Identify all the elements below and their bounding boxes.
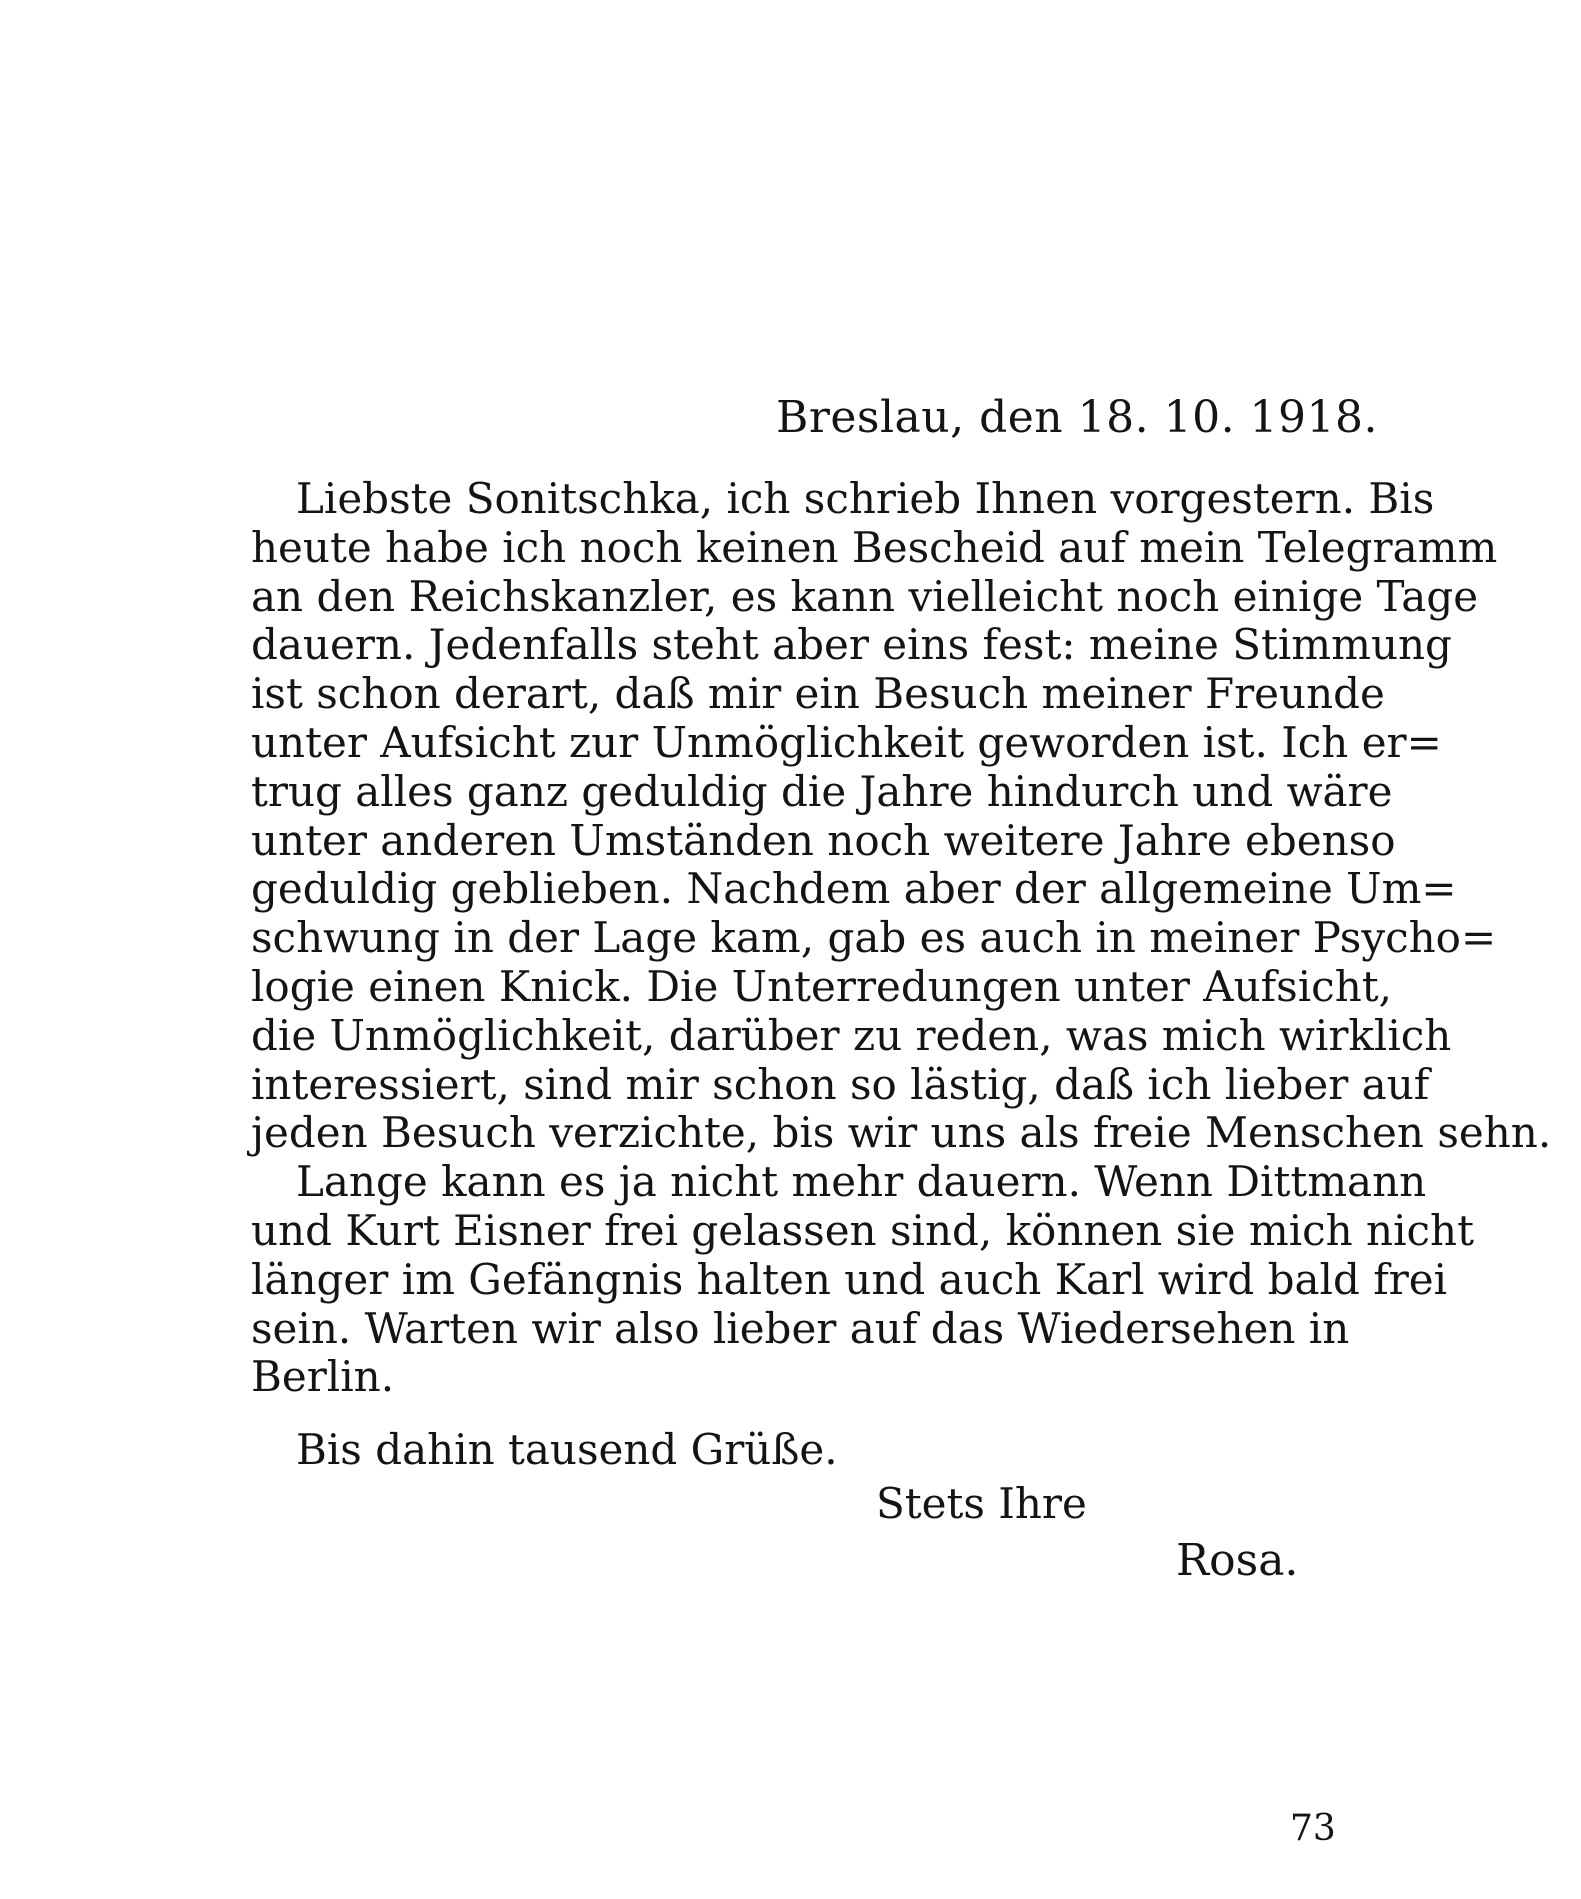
- body-line: ist schon derart, daß mir ein Besuch meiner Freunde: [251, 669, 1385, 719]
- body-line: logie einen Knick. Die Unterredungen unter Aufsicht,: [251, 961, 1392, 1011]
- body-line: die Unmöglichkeit, darüber zu reden, was mich wirklich: [251, 1010, 1452, 1060]
- body-line: jeden Besuch verzichte, bis wir uns als freie Menschen sehn.: [251, 1108, 1552, 1158]
- body-line: unter Aufsicht zur Unmöglichkeit geworden ist. Ich er=: [251, 717, 1442, 767]
- body-line: Lange kann es ja nicht mehr dauern. Wenn Dittmann: [296, 1157, 1427, 1207]
- body-line: heute habe ich noch keinen Bescheid auf mein Telegramm: [251, 522, 1498, 572]
- body-line: interessiert, sind mir schon so lästig, daß ich lieber auf: [251, 1059, 1430, 1109]
- body-line: dauern. Jedenfalls steht aber eins fest: meine Stimmung: [251, 620, 1452, 670]
- page-number: 73: [1290, 1808, 1336, 1849]
- body-line: schwung in der Lage kam, gab es auch in meiner Psycho=: [251, 913, 1497, 963]
- body-line: Berlin.: [251, 1352, 395, 1402]
- salutation: Stets Ihre: [876, 1479, 1087, 1528]
- body-line: länger im Gefängnis halten und auch Karl wird bald frei: [251, 1254, 1448, 1304]
- dateline: Breslau, den 18. 10. 1918.: [776, 392, 1379, 443]
- body-line: unter anderen Umständen noch weitere Jahre ebenso: [251, 815, 1396, 865]
- body-line: geduldig geblieben. Nachdem aber der allgemeine Um=: [251, 864, 1457, 914]
- closing-line: Bis dahin tausend Grüße.: [296, 1425, 838, 1474]
- body-line: Liebste Sonitschka, ich schrieb Ihnen vorgestern. Bis: [296, 474, 1435, 523]
- letter-body: [251, 474, 1552, 1402]
- body-line: an den Reichskanzler, es kann vielleicht noch einige Tage: [251, 571, 1479, 621]
- body-line: sein. Warten wir also lieber auf das Wiedersehen in: [251, 1303, 1350, 1353]
- signature: Rosa.: [1176, 1535, 1299, 1586]
- body-line: trug alles ganz geduldig die Jahre hindurch und wäre: [251, 766, 1393, 816]
- body-line: und Kurt Eisner frei gelassen sind, können sie mich nicht: [251, 1205, 1474, 1255]
